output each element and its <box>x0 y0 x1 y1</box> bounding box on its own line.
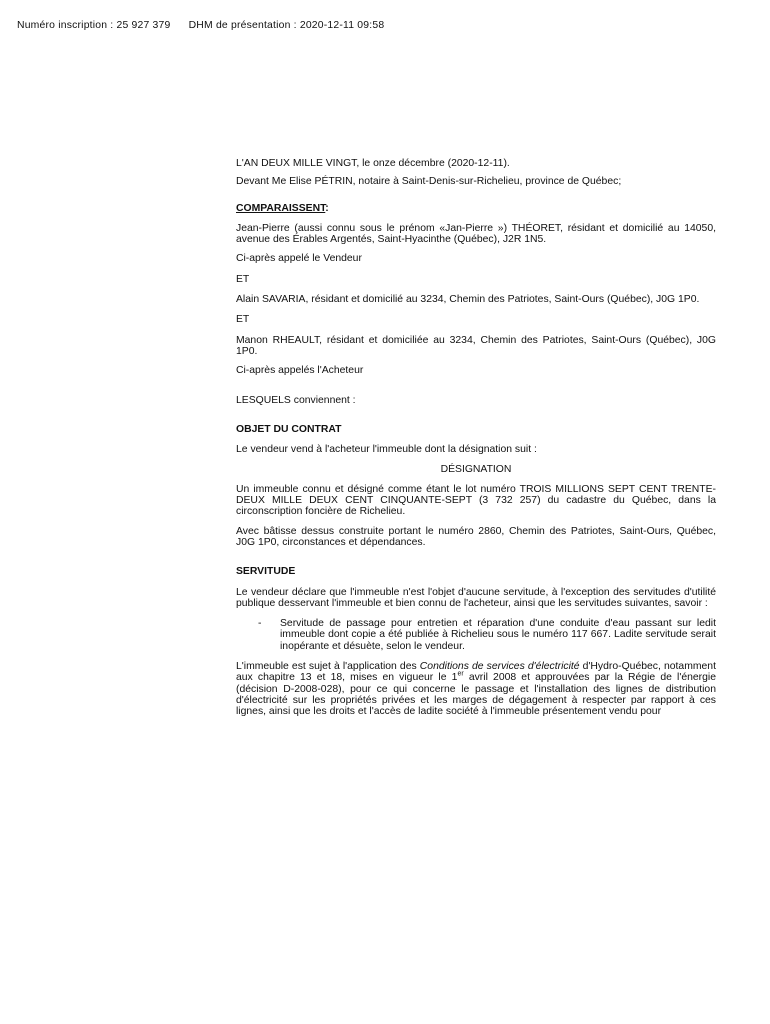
presentation-datetime: DHM de présentation : 2020-12-11 09:58 <box>188 20 385 31</box>
buyer-label: Ci-après appelés l'Acheteur <box>236 365 364 377</box>
comparaissent-heading <box>236 203 716 214</box>
hydro-italic-title: Conditions de services d'électricité <box>419 661 580 673</box>
bullet-text: Servitude de passage pour entretien et réparation d'une conduite d'eau passant sur ledit immeuble dont copie a été publiée à Richelieu sous le numéro 117 667. Ladite servitude serait inopérante et désuète, selon le vendeur. <box>280 618 716 652</box>
inscription-number: Numéro inscription : 25 927 379 <box>17 20 171 31</box>
hydro-paragraph <box>236 661 716 717</box>
date-line: L'AN DEUX MILLE VINGT, le onze décembre (2020-12-11). <box>236 158 510 169</box>
designation-heading: DÉSIGNATION <box>440 464 512 476</box>
hydro-text-2: d'Hydro-Québec, notamment aux chapitre 13 et 18, mises en vigueur le 1 <box>236 661 716 684</box>
lesquels-line: LESQUELS conviennent : <box>236 394 356 406</box>
et-separator-1: ET <box>236 273 250 285</box>
objet-heading: OBJET DU CONTRAT <box>236 423 342 435</box>
servitude-heading: SERVITUDE <box>236 566 296 578</box>
comparaissent-colon: : <box>325 202 329 214</box>
bullet-dash: - <box>258 618 262 630</box>
hydro-superscript: er <box>457 670 464 678</box>
designation-text: Un immeuble connu et désigné comme étant le lot numéro TROIS MILLIONS SEPT CENT TRENTE-DEUX MILLE DEUX CENT CINQUANTE-SEPT (3 732 257) du cadastre du Québec, dans la circonscription foncière de Richelieu. <box>236 483 716 518</box>
servitude-bullet <box>236 618 716 652</box>
buyer-party-2: Manon RHEAULT, résidant et domiciliée au 3234, Chemin des Patriotes, Saint-Ours (Québec), J0G 1P0. <box>236 334 716 357</box>
deed-body <box>236 158 716 718</box>
vendor-label: Ci-après appelé le Vendeur <box>236 253 362 265</box>
et-separator-2: ET <box>236 314 250 326</box>
vendor-party: Jean-Pierre (aussi connu sous le prénom «Jan-Pierre ») THÉORET, résidant et domicilié au 14050, avenue des Érables Argentés, Saint-Hyacinthe (Québec), J2R 1N5. <box>236 222 716 246</box>
comparaissent-heading-text: COMPARAISSENT <box>236 202 326 214</box>
hydro-text-1: L'immeuble est sujet à l'application des <box>236 661 420 673</box>
buyer-party-1: Alain SAVARIA, résidant et domicilié au 3234, Chemin des Patriotes, Saint-Ours (Québec), J0G 1P0. <box>236 294 700 306</box>
page-header <box>17 20 399 31</box>
batisse-text: Avec bâtisse dessus construite portant le numéro 2860, Chemin des Patriotes, Saint-Ours, Québec, J0G 1P0, circonstances et dépendances. <box>236 525 716 548</box>
objet-text: Le vendeur vend à l'acheteur l'immeuble dont la désignation suit : <box>236 444 537 456</box>
servitude-text: Le vendeur déclare que l'immeuble n'est l'objet d'aucune servitude, à l'exception des servitudes d'utilité publique desservant l'immeuble et bien connu de l'acheteur, ainsi que les servitudes suivantes, savoir : <box>236 586 716 609</box>
notary-line: Devant Me Elise PÉTRIN, notaire à Saint-Denis-sur-Richelieu, province de Québec; <box>236 176 622 188</box>
hydro-text-3: avril 2008 et approuvées par la Régie de l'énergie (décision D-2008-028), pour ce qui concerne le passage et l'installation des lignes de distribution d'électricité sur les propriétés privées et les marges de dégagement à respecter par rapport à ces lignes, ainsi que les droits et l'accès de ladite société à l'immeuble présentement vendu pour <box>236 672 716 718</box>
